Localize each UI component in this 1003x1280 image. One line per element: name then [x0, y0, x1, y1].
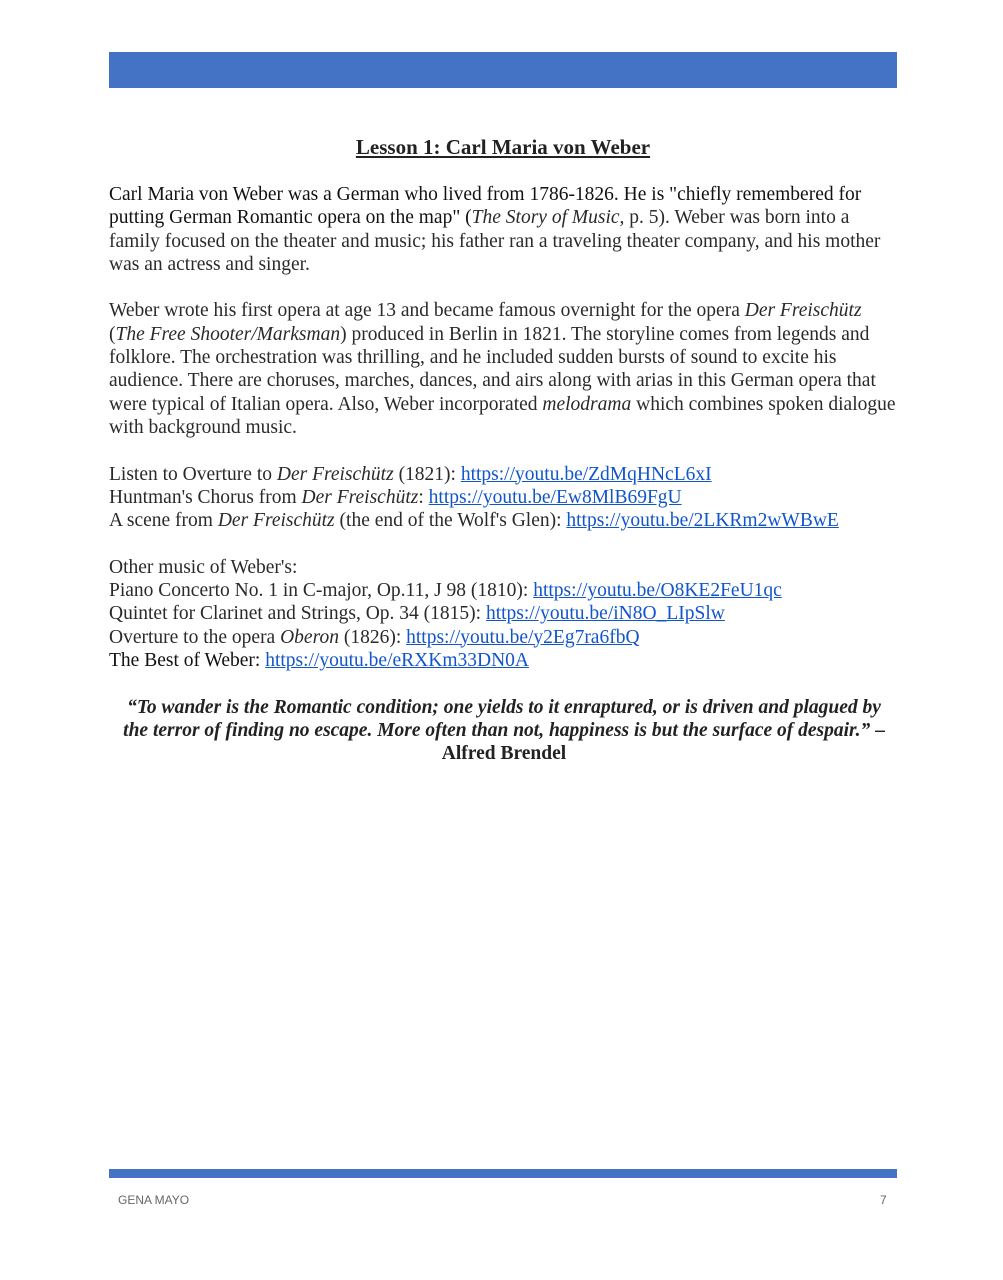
quote-text: “To wander is the Romantic condition; one yields to it enraptured, or is driven and plagued by the terror of finding no escape. More often than not, happiness is but the surface of despair.”	[123, 696, 881, 741]
other-music-list	[109, 556, 899, 672]
text: (the end of the Wolf's Glen):	[334, 510, 567, 532]
term: melodrama	[542, 393, 632, 415]
footer-author: GENA MAYO	[118, 1193, 190, 1207]
text: Weber wrote his first opera at age 13 and became famous overnight for the opera	[109, 300, 745, 322]
page-title: Lesson 1: Carl Maria von Weber	[355, 135, 651, 159]
opera-translation: The Free Shooter/Marksman	[115, 323, 341, 345]
text: Carl Maria von Weber was a German who lived from 1786-1826. He is "chiefly remembered for putting German Romantic opera on the map" (	[109, 184, 862, 229]
text: Overture to the opera	[109, 626, 281, 648]
header-bar	[109, 52, 897, 88]
text: (	[109, 323, 116, 345]
text: (1826):	[338, 626, 407, 648]
lesson-body	[109, 183, 899, 789]
opera-title: Der Freischütz	[744, 300, 862, 322]
text: Der Freischütz	[276, 463, 394, 485]
opera-paragraph	[109, 299, 899, 439]
footer-bar	[109, 1169, 897, 1178]
listen-item	[109, 487, 682, 508]
text: (1821):	[393, 463, 461, 485]
text: :	[418, 486, 429, 508]
quote-author: –Alfred Brendel	[441, 719, 885, 765]
youtube-link[interactable]: https://youtu.be/2LKRm2wWBwE	[566, 510, 839, 532]
text: Der Freischütz	[217, 510, 335, 532]
youtube-link[interactable]: https://youtu.be/O8KE2FeU1qc	[533, 580, 782, 602]
quote	[109, 696, 899, 766]
text: Oberon	[280, 626, 339, 648]
text: , p. 5). Weber was born into a family focused on the theater and music; his father ran a traveling theater company, and his mother was an actress and singer.	[109, 207, 881, 275]
youtube-link[interactable]: https://youtu.be/ZdMqHNcL6xI	[460, 463, 712, 485]
youtube-link[interactable]: https://youtu.be/y2Eg7ra6fbQ	[406, 626, 640, 648]
intro-paragraph	[109, 183, 899, 276]
youtube-link[interactable]: https://youtu.be/eRXKm33DN0A	[265, 649, 529, 671]
youtube-link[interactable]: https://youtu.be/Ew8MlB69FgU	[428, 486, 682, 508]
youtube-link[interactable]: https://youtu.be/iN8O_LIpSlw	[485, 603, 725, 625]
text: Der Freischütz	[301, 486, 419, 508]
text: Quintet for Clarinet and Strings, Op. 34 (1815):	[109, 603, 486, 625]
page-number: 7	[880, 1193, 887, 1207]
text: A scene from	[109, 510, 218, 532]
text: Listen to Overture to	[109, 463, 277, 485]
text: ) produced in Berlin in 1821. The storyline comes from legends and folklore. The orchestration was thrilling, and he included sudden bursts of sound to excite his audience. There are choruses, marches, dances, and airs along with arias in this German opera that were typical of Italian opera. Also, Weber incorporated	[109, 323, 876, 415]
listen-list	[109, 463, 899, 533]
book-title: The Story of Music	[471, 207, 620, 229]
text: Huntman's Chorus from	[109, 486, 302, 508]
text: Piano Concerto No. 1 in C-major, Op.11, J 98 (1810):	[109, 580, 534, 602]
text: which combines spoken dialogue with background music.	[109, 393, 896, 438]
listen-item	[109, 464, 712, 485]
other-music-heading: Other music of Weber's:	[109, 556, 298, 578]
text: The Best of Weber:	[109, 649, 266, 671]
listen-item	[109, 510, 839, 531]
